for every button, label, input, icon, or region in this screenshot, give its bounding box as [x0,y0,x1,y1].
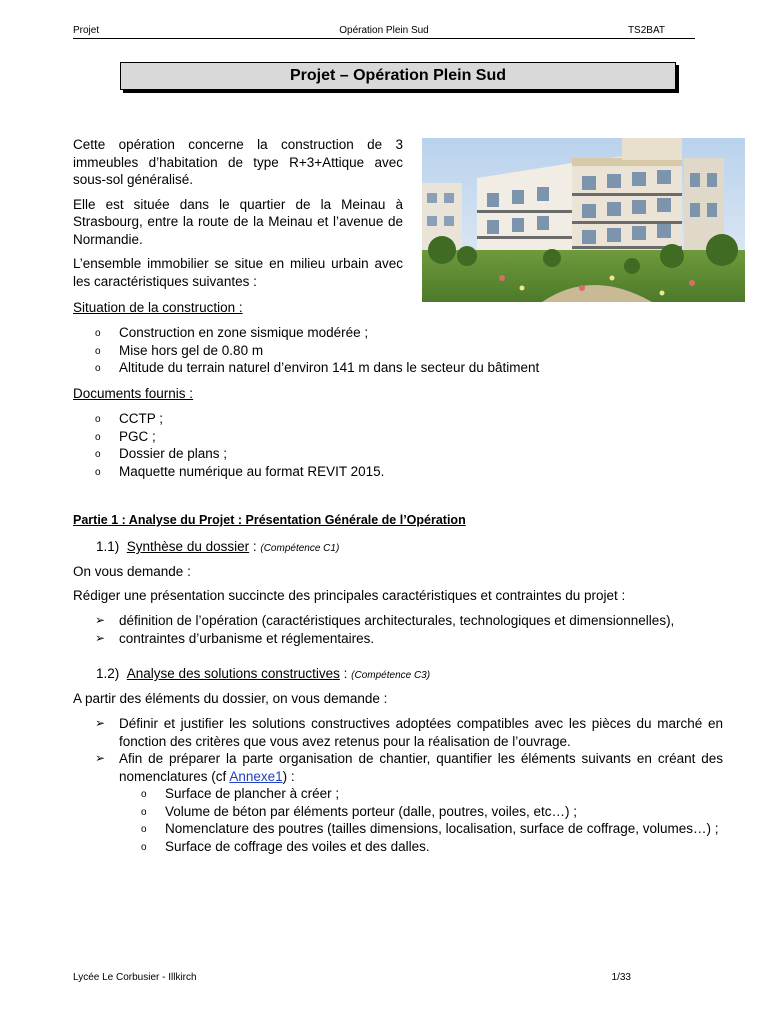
bullet-circle: o [95,466,101,478]
bullet-circle: o [95,345,101,357]
list-item: ➢ définition de l’opération (caractéristiques architecturales, technologiques et dimensionnelles), [95,613,675,628]
competence-label: (Compétence C3) [351,670,431,681]
section-1-2-heading: 1.2) Analyse des solutions constructives : (Compétence C3) [96,666,431,681]
annexe1-link[interactable]: Annexe1 [229,768,283,784]
intro-text [73,136,403,297]
header-right: TS2BAT [627,25,665,36]
arrow-bullet-icon: ➢ [95,716,106,730]
section-1-2-title: Analyse des solutions constructives [126,666,340,681]
partie-1-heading: Partie 1 : Analyse du Projet : Présentation Générale de l’Opération [73,513,466,527]
list-item: o Maquette numérique au format REVIT 2015. [95,463,725,481]
bullet-circle: o [95,431,101,443]
list-item: o Mise hors gel de 0.80 m [95,342,725,360]
list-item: ➢ Définir et justifier les solutions constructives adoptées compatibles avec les pièces du marché en fonction des critères que vous avez retenus pour la réalisation de l’ouvrage. [95,716,723,749]
section-1-1-heading: 1.1) Synthèse du dossier : (Compétence C1) [96,539,340,554]
section-1-1-list [95,612,723,647]
list-item: o Surface de coffrage des voiles et des dalles. [165,838,723,856]
bullet-circle: o [95,449,101,460]
arrow-bullet-icon: ➢ [95,613,106,627]
arrow-bullet-icon: ➢ [95,630,106,645]
competence-label: (Compétence C1) [260,543,340,554]
list-item: ➢ Afin de préparer la parte organisation de chantier, quantifier les éléments suivants en créant des nomenclatures (cf Annexe1) : o Surface de plancher à créer ; o Volume de béton par éléments porteur (dalle, poutres, voiles, etc…) ; o Nomenclature des poutres (tailles dimensions, localisation, surface de coffrage, volumes…) ; o Surface de coffrage des voiles et des dalles. [95,750,723,855]
intro-paragraph-1: Cette opération concerne la construction de 3 immeubles d’habitation de type R+3+Attique avec sous-sol généralisé. [73,137,403,187]
bullet-circle: o [95,328,101,339]
page-footer [73,972,695,983]
intro-paragraph-2: Elle est située dans le quartier de la Meinau à Strasbourg, entre la route de la Meinau et l’avenue de Normandie. [73,196,403,247]
documents-heading: Documents fournis : [73,386,194,401]
section-1-1-title: Synthèse du dossier [126,539,250,554]
arrow-bullet-icon: ➢ [95,751,106,765]
list-item: o Construction en zone sismique modérée ; [95,324,725,342]
bullet-circle: o [141,806,147,818]
nomenclature-list [119,785,723,855]
list-item: o Volume de béton par éléments porteur (dalle, poutres, voiles, etc…) ; [165,803,723,821]
bullet-circle: o [95,414,101,425]
footer-school: Lycée Le Corbusier - Illkirch [73,972,197,983]
bullet-circle: o [141,789,147,800]
situation-heading: Situation de la construction : [73,300,243,315]
bullet-circle: o [141,824,147,835]
situation-list [95,324,725,377]
header-left: Projet [73,25,100,36]
documents-list [95,410,725,480]
bullet-circle: o [141,841,147,853]
building-illustration [422,138,745,302]
list-item: o PGC ; [95,428,725,446]
demande-text: On vous demande : [73,564,191,579]
document-title: Projet – Opération Plein Sud [120,62,676,90]
section-1-2-list [95,715,723,855]
list-item: o CCTP ; [95,410,725,428]
page-number: 1/33 [611,972,631,983]
list-item: o Surface de plancher à créer ; [165,785,723,803]
list-item: o Nomenclature des poutres (tailles dimensions, localisation, surface de coffrage, volumes…) ; [165,820,723,838]
intro-paragraph-3: L’ensemble immobilier se situe en milieu urbain avec les caractéristiques suivantes : [73,256,403,289]
header-center: Opération Plein Sud [339,25,429,36]
page-header [73,24,695,39]
list-item: o Altitude du terrain naturel d’environ 141 m dans le secteur du bâtiment [95,359,725,377]
a-partir-text: A partir des éléments du dossier, on vous demande : [73,691,388,706]
list-item: o Dossier de plans ; [95,445,725,463]
list-item: ➢ contraintes d’urbanisme et réglementaires. [95,630,375,646]
bullet-circle: o [95,363,101,374]
rediger-text: Rédiger une présentation succincte des principales caractéristiques et contraintes du projet : [73,588,626,603]
